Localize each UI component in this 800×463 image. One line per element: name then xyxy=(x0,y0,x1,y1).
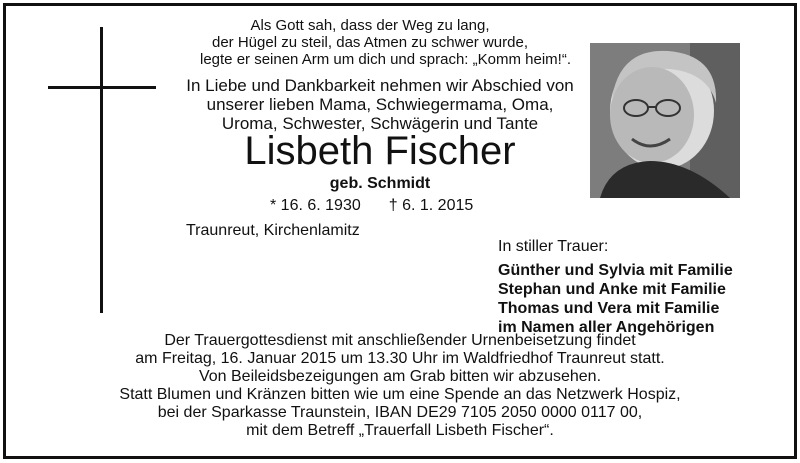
notice-line: Statt Blumen und Kränzen bitten wie um eine Spende an das Netzwerk Hospiz, xyxy=(119,386,681,403)
notice-line: Der Trauergottesdienst mit anschließender Urnenbeisetzung findet xyxy=(164,332,636,349)
portrait-photo xyxy=(590,43,740,198)
poem-line: legte er seinen Arm um dich und sprach: „Komm heim!“. xyxy=(200,51,571,68)
mourner-entry: Stephan und Anke mit Familie xyxy=(498,281,726,298)
cross-vertical-bar xyxy=(100,27,103,313)
places: Traunreut, Kirchenlamitz xyxy=(186,222,360,239)
funeral-notice xyxy=(60,332,740,440)
life-dates xyxy=(270,197,473,215)
poem-line: der Hügel zu steil, das Atmen zu schwer wurde, xyxy=(212,34,528,51)
birth-name: geb. Schmidt xyxy=(329,175,431,192)
mourners-list xyxy=(498,261,733,337)
intro-line: In Liebe und Dankbarkeit nehmen wir Abschied von xyxy=(186,76,574,95)
death-date: † 6. 1. 2015 xyxy=(388,197,474,214)
portrait-illustration xyxy=(590,43,740,198)
notice-line: bei der Sparkasse Traunstein, IBAN DE29 7105 2050 0000 0117 00, xyxy=(157,404,643,421)
deceased-name: Lisbeth Fischer xyxy=(244,129,516,173)
notice-line: mit dem Betreff „Trauerfall Lisbeth Fischer“. xyxy=(246,422,554,439)
intro-line: Uroma, Schwester, Schwägerin und Tante xyxy=(221,114,539,133)
notice-line: Von Beileidsbezeigungen am Grab bitten wir abzusehen. xyxy=(198,368,602,385)
birth-date: * 16. 6. 1930 xyxy=(270,197,361,214)
notice-line: am Freitag, 16. Januar 2015 um 13.30 Uhr im Waldfriedhof Traunreut statt. xyxy=(135,350,665,367)
intro-line: unserer lieben Mama, Schwiegermama, Oma, xyxy=(206,95,554,114)
mourner-entry: Günther und Sylvia mit Familie xyxy=(498,262,733,279)
poem xyxy=(200,17,571,68)
mourners-title: In stiller Trauer: xyxy=(498,238,609,255)
cross-horizontal-bar xyxy=(48,86,156,89)
intro-text xyxy=(180,76,580,133)
mourner-entry: im Namen aller Angehörigen xyxy=(498,319,715,336)
mourner-entry: Thomas und Vera mit Familie xyxy=(498,300,720,317)
poem-line: Als Gott sah, dass der Weg zu lang, xyxy=(250,17,490,34)
